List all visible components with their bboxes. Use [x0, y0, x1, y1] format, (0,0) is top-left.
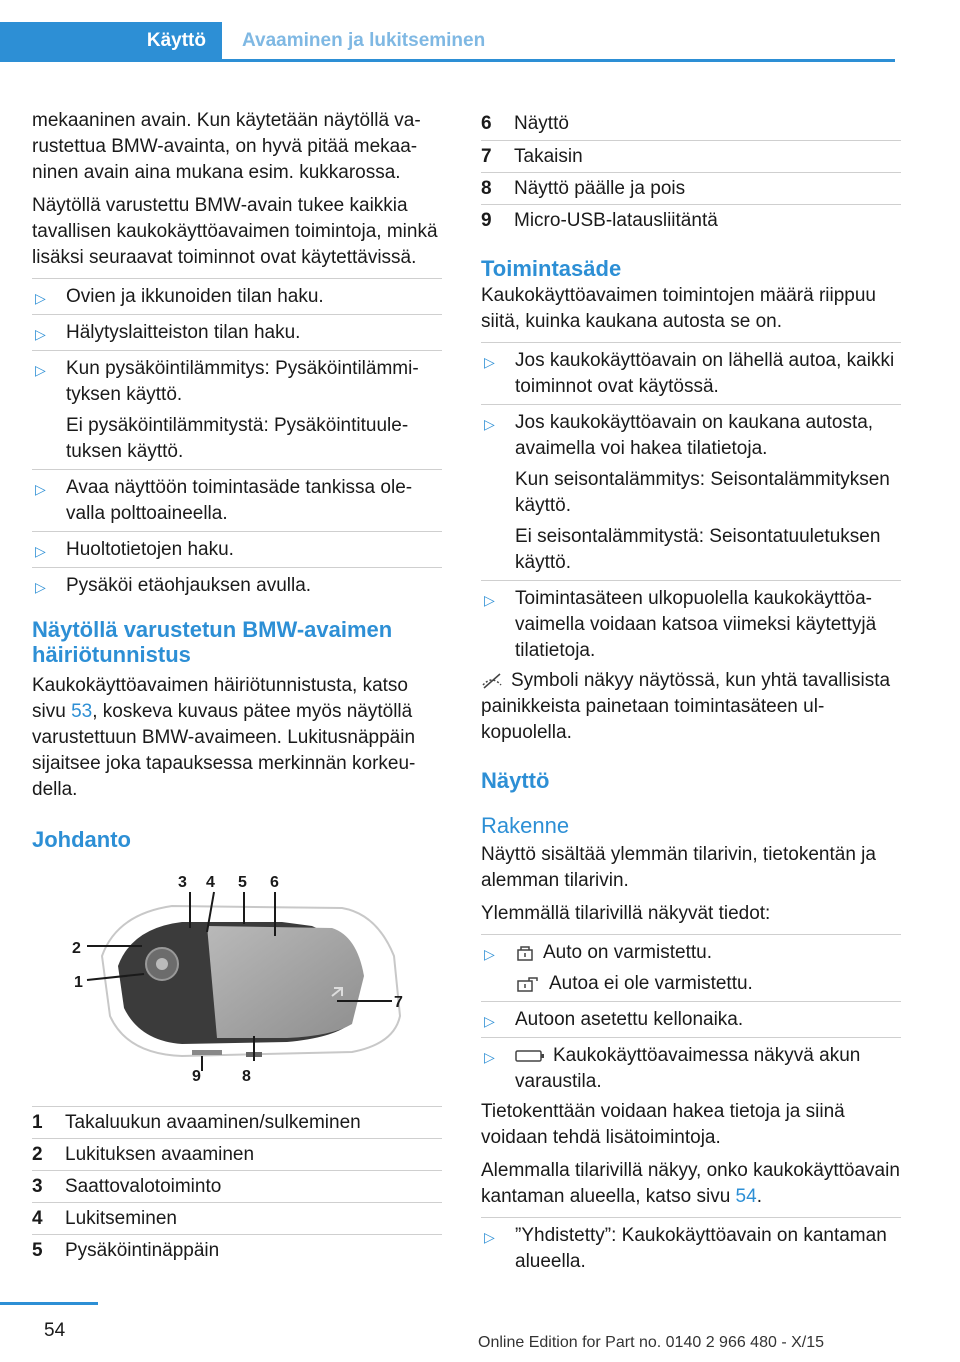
footer-rule — [0, 1302, 98, 1305]
list-subitem: Ei seisontalämmitystä: Seisontatuuletuksen käyttö. — [515, 526, 881, 573]
heading-display: Näyttö — [481, 768, 550, 793]
callout-label: 8 — [242, 1068, 251, 1085]
feature-list — [32, 278, 442, 599]
legend-row: 7 Takaisin — [481, 140, 901, 172]
paragraph: Näytöllä varustettu BMW-avain tukee kaikkia tavallisen kaukokäyttöavaimen toimintoja, minkä lisäksi seuraavat toiminnot ovat käytettävissä. — [32, 195, 438, 268]
bullet-triangle-icon: ▷ — [35, 326, 46, 342]
bullet-triangle-icon: ▷ — [35, 481, 46, 497]
legend-row: 1 Takaluukun avaaminen/sulkeminen — [32, 1106, 442, 1138]
car-locked-icon — [515, 944, 535, 962]
legend-list — [481, 108, 901, 236]
page-link[interactable]: 53 — [71, 701, 93, 722]
list-item: ▷ Auto on varmistettu. Autoa ei ole varmistettu. — [481, 934, 901, 997]
page-number: 54 — [44, 1320, 66, 1341]
heading-range: Toimintasäde — [481, 256, 622, 281]
legend-row: 9 Micro-USB-latausliitäntä — [481, 204, 901, 236]
heading-intro: Johdanto — [32, 827, 131, 852]
bullet-triangle-icon: ▷ — [484, 1013, 495, 1029]
list-item: ▷ Avaa näyttöön toimintasäde tankissa olevalla polttoaineella. — [32, 469, 442, 527]
bullet-triangle-icon: ▷ — [484, 946, 495, 962]
bullet-triangle-icon: ▷ — [35, 543, 46, 559]
bullet-triangle-icon: ▷ — [484, 1049, 495, 1065]
legend-row: 3 Saattovalotoiminto — [32, 1170, 442, 1202]
key-illustration — [32, 866, 442, 1084]
paragraph: Näyttö sisältää ylemmän tilarivin, tietokentän ja alemman tilarivin. — [481, 844, 876, 891]
paragraph: Kaukokäyttöavaimen toimintojen määrä riippuu siitä, kuinka kaukana autosta se on. — [481, 285, 876, 332]
callout-label: 4 — [206, 874, 215, 891]
list-subitem: Autoa ei ole varmistettu. — [515, 971, 901, 997]
callout-label: 3 — [178, 874, 187, 891]
section-title: Avaaminen ja lukitseminen — [242, 30, 486, 51]
list-item: ▷ Pysäköi etäohjauksen avulla. — [32, 567, 442, 599]
legend-row: 6 Näyttö — [481, 113, 569, 134]
display-key-image — [32, 866, 442, 1084]
list-item: ▷ ”Yhdistetty”: Kaukokäyttöavain on kantaman alueella. — [481, 1217, 901, 1275]
bullet-triangle-icon: ▷ — [484, 416, 495, 432]
list-subitem: Ei pysäköintilämmitystä: Pysäköintituuletuksen käyttö. — [66, 415, 409, 462]
right-column — [481, 108, 901, 1279]
out-of-range-icon — [481, 673, 503, 689]
list-item: ▷ Kun pysäköintilämmitys: Pysäköintilämmityksen käyttö. Ei pysäköintilämmitystä: Pysäköintituuletuksen käyttö. — [32, 350, 442, 465]
list-item: ▷ Autoon asetettu kellonaika. — [481, 1001, 901, 1033]
callout-label: 5 — [238, 874, 247, 891]
bullet-triangle-icon: ▷ — [484, 592, 495, 608]
legend-row: 4 Lukitseminen — [32, 1202, 442, 1234]
list-item: ▷ Toimintasäteen ulkopuolella kaukokäyttöavaimella voidaan katsoa viimeksi käytettyjä tilatietoja. — [481, 580, 901, 664]
bullet-triangle-icon: ▷ — [35, 290, 46, 306]
list-item: ▷ Hälytyslaitteiston tilan haku. — [32, 314, 442, 346]
list-item: ▷ Jos kaukokäyttöavain on lähellä autoa, kaikki toiminnot ovat käytössä. — [481, 342, 901, 400]
legend-row: 2 Lukituksen avaaminen — [32, 1138, 442, 1170]
callout-label: 9 — [192, 1068, 201, 1085]
bullet-triangle-icon: ▷ — [484, 354, 495, 370]
heading-structure: Rakenne — [481, 813, 570, 838]
bullet-triangle-icon: ▷ — [35, 579, 46, 595]
callout-label: 1 — [74, 974, 83, 991]
bullet-triangle-icon: ▷ — [484, 1229, 495, 1245]
left-column — [32, 108, 442, 1266]
bullet-triangle-icon: ▷ — [35, 362, 46, 378]
callout-label: 2 — [72, 940, 81, 957]
legend-row: 8 Näyttö päälle ja pois — [481, 172, 901, 204]
car-unlocked-icon — [515, 975, 541, 993]
heading-diagnosis: Näytöllä varustetun BMW-avaimen häiriötunnistus — [32, 617, 393, 667]
list-item: ▷ Kaukokäyttöavaimessa näkyvä akun varaustila. — [481, 1037, 901, 1095]
page-header — [0, 22, 895, 62]
list-item: ▷ Huoltotietojen haku. — [32, 531, 442, 563]
paragraph: Symboli näkyy näytössä, kun yhtä tavallisista painikkeista painetaan toimintasäteen ulkopuolella. — [481, 670, 891, 743]
page-link[interactable]: 54 — [735, 1186, 757, 1207]
callout-label: 7 — [394, 994, 403, 1011]
list-item: ▷ Ovien ja ikkunoiden tilan haku. — [32, 278, 442, 310]
list-item: ▷ Jos kaukokäyttöavain on kaukana autosta, avaimella voi hakea tilatietoja. Kun seisontalämmitys: Seisontalämmityksen käyttö. Ei seisontalämmitystä: Seisontatuuletuksen käyttö. — [481, 404, 901, 576]
callout-label: 6 — [270, 874, 279, 891]
list-subitem: Kun seisontalämmitys: Seisontalämmityksen käyttö. — [515, 469, 890, 516]
paragraph: Alemmalla tilarivillä näkyy, onko kaukokäyttöavain kantaman alueella, katso sivu 54. — [481, 1160, 900, 1207]
paragraph: Ylemmällä tilarivillä näkyvät tiedot: — [481, 903, 771, 924]
paragraph: mekaaninen avain. Kun käytetään näytöllä varustettua BMW-avainta, on hyvä pitää mekaaninen avain aina mukana esim. kukkarossa. — [32, 110, 421, 183]
paragraph: Kaukokäyttöavaimen häiriötunnistusta, katso sivu 53, koskeva kuvaus pätee myös näytöllä varustettuun BMW-avaimeen. Lukitusnäppäin sijaitsee joka tapauksessa merkinnän korkeudella. — [32, 675, 416, 800]
legend-row: 5 Pysäköintinäppäin — [32, 1234, 442, 1266]
chapter-tab[interactable]: Käyttö — [0, 22, 222, 59]
edition-line: Online Edition for Part no. 0140 2 966 480 - X/15 — [478, 1334, 825, 1351]
legend-list — [32, 1106, 442, 1266]
battery-icon — [515, 1049, 545, 1063]
paragraph: Tietokenttään voidaan hakea tietoja ja siinä voidaan tehdä lisätoimintoja. — [481, 1101, 845, 1148]
